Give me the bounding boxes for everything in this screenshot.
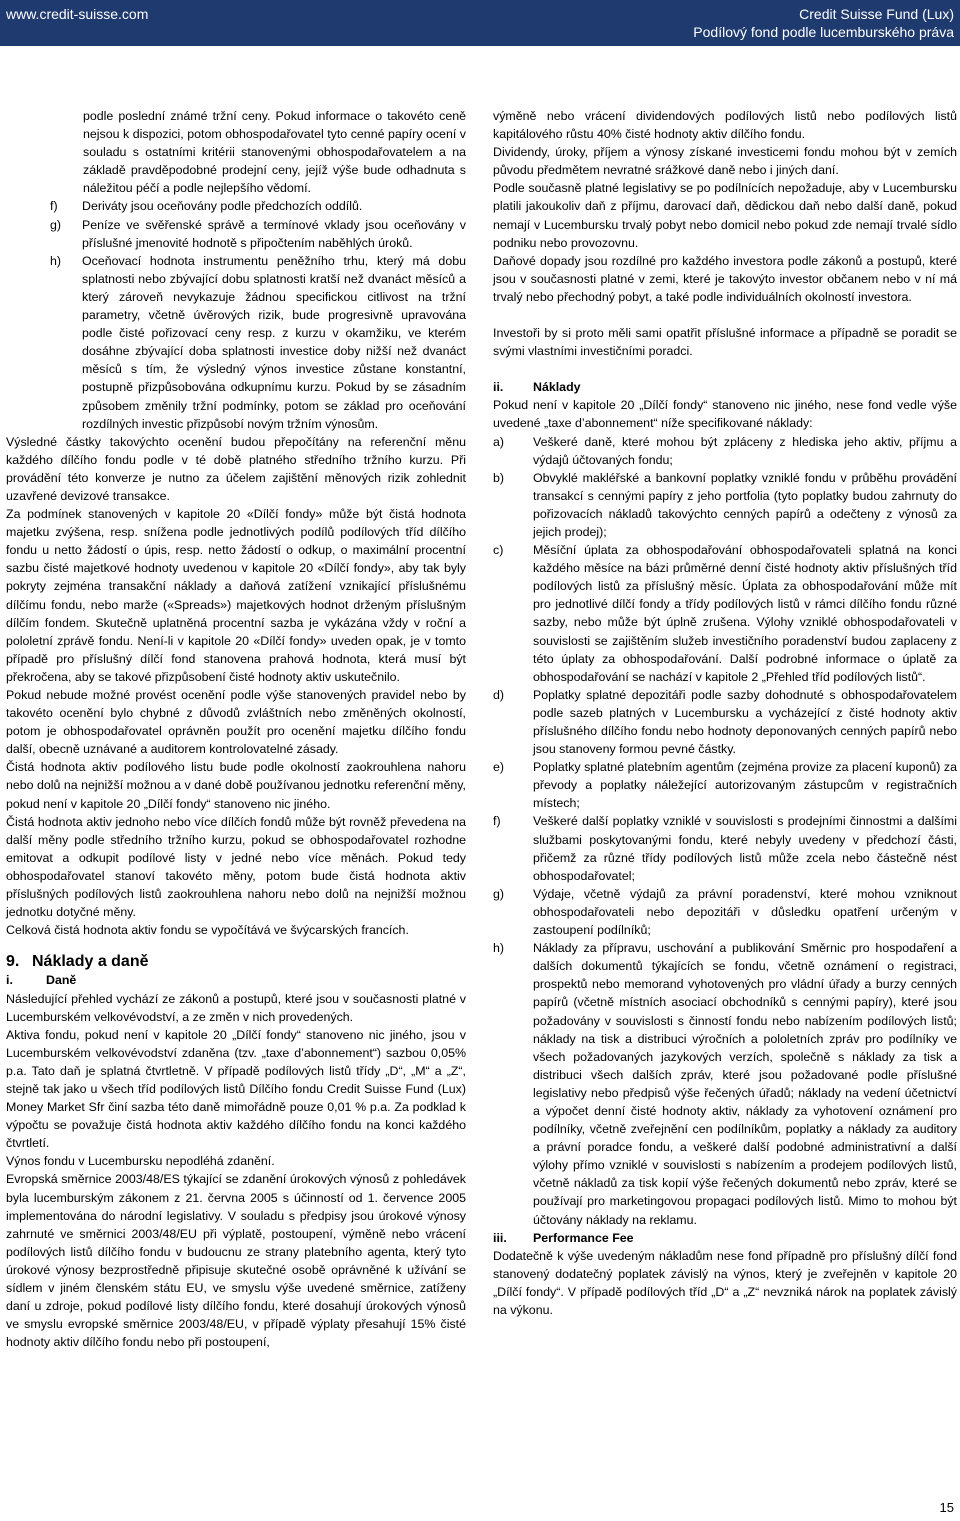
list-text: Výdaje, včetně výdajů za právní poradenství, které mohou vzniknout obhospodařovateli nebo depozitáři v důsledku opatření určeným v zastoupení podílníků; (533, 886, 957, 938)
site-url: www.credit-suisse.com (6, 6, 149, 22)
list-item (493, 758, 957, 812)
paragraph: Dodatečně k výše uvedeným nákladům nese fond případně pro příslušný dílčí fond stanovený dodatečný poplatek závislý na výnos, který je zveřejněn v kapitole 20 „Dílčí fondy“. V případě podílových tříd „D“ a „Z“ nevzniká nárok na poplatek závislý na výkonu. (493, 1248, 957, 1317)
paragraph: Dividendy, úroky, příjem a výnosy získané investicemi fondu mohou být v zemích původu předmětem nevratné srážkové daně nebo i jiných daní. (493, 145, 957, 178)
list-label: h) (50, 253, 62, 268)
list-label: d) (493, 687, 505, 702)
list-item (493, 433, 957, 469)
page-header (0, 0, 960, 46)
list-text: Veškeré daně, které mohou být zpláceny z hlediska jeho aktiv, příjmu a výdajů účtovaných fondu; (533, 434, 957, 467)
paragraph: Za podmínek stanovených v kapitole 20 «Dílčí fondy» může být čistá hodnota majetku zvýšena, resp. snížena podle jednotlivých podílů podílových tříd dílčího fondu u netto žádostí o úpis, resp. netto žádostí o odkup, o maximální procentní sazbu čisté majetkové hodnoty uvedenou v kapitole 20 «Dílčí fondy», aby tak byly pokryty zejména transakční náklady a daňová zatížení vznikající příslušnému dílčímu fondu, nebo marže («Spreads») majetkových hodnot drženým příslušným dílčím fondem. Skutečně uplatněná procentní sazba je vykázána vždy v roční a pololetní zprávě fondu. Není-li v kapitole 20 «Dílčí fondy» uveden opak, je v tomto případě pro příslušný dílčí fond stanovena prahová hodnota, která musí být překročena, aby se takové přizpůsobení čisté hodnoty aktiv uskutečnilo. (6, 507, 466, 684)
paragraph: podle poslední známé tržní ceny. Pokud informace o takovéto ceně nejsou k dispozici, potom obhospodařovatel tyto cenné papíry ocení v souladu s ostatními kritérii stanovenými obhospodařovatelem a na základě pravděpodobné prodejní ceny, jejíž výše bude odhadnuta s náležitou péčí a podle nejlepšího vědomí. (83, 109, 466, 196)
list-text: Měsíční úplata za obhospodařování obhospodařovateli splatná na konci každého měsíce na bázi průměrné denní čisté hodnoty aktiv příslušných tříd podílových listů za příslušný měsíc. Úplata za obhospodařování může mít pro jednotlivé dílčí fondy a třídy podílových listů v rámci dílčího fondu různé sazby, nebo může být úplně zrušena. Výlohy vzniklé obhospodařovateli v souvislosti se zajištěním služeb investičního poradenství budou zaplaceny z této úplaty za obhospodařování. Další podrobné informace o úplatě za obhospodařování se nachází v kapitole 2 „Přehled tříd podílových listů“. (533, 543, 957, 684)
paragraph: Čistá hodnota aktiv podílového listu bude podle okolností zaokrouhlena nahoru nebo dolů na nejnižší možnou a v dané době používanou jednotku referenční měny, pokud není v kapitole 20 „Dílčí fondy“ stanoveno nic jiného. (6, 760, 466, 811)
list-text: Veškeré další poplatky vzniklé v souvislosti s prodejními činnostmi a dalšími službami poskytovanými fondu, které nebyly uvedeny v předchozí části, přičemž za různé třídy podílových listů může zcela nebo částečně nést obhospodařovatel; (533, 814, 957, 883)
left-indented-block (6, 107, 466, 433)
paragraph: Následující přehled vychází ze zákonů a postupů, které jsou v současnosti platné v Lucemburském velkovévodství, a ze změn v nich provedených. (6, 991, 466, 1024)
subsection-number: ii. (493, 380, 504, 395)
section-title: Náklady a daně (32, 953, 149, 971)
subsection-heading-costs (493, 378, 957, 396)
paragraph: Pokud není v kapitole 20 „Dílčí fondy“ stanoveno nic jiného, nese fond vedle výše uvedené „taxe d’abonnement“ níže specifikované náklady: (493, 398, 957, 431)
paragraph: Podle současně platné legislativy se po podílnících nepožaduje, aby v Lucembursku platili jakoukoliv daň z příjmu, darovací daň, dědickou daň nebo další daně, pokud nemají v Lucembursku trvalý pobyt nebo domicil nebo pokud zde nemají trvalé sídlo podniku nebo provozovnu. (493, 181, 957, 250)
paragraph: výměně nebo vrácení dividendových podílových listů nebo podílových listů kapitálového růstu 40% čisté hodnoty aktiv dílčího fondu. (493, 109, 957, 142)
cost-list (493, 433, 957, 1229)
page-number: 15 (939, 1500, 954, 1515)
paragraph: Čistá hodnota aktiv jednoho nebo více dílčích fondů může být rovněž převedena na další měny podle středního tržního kurzu, pokud se obhospodařovatel rozhodne emitovat a odkupit podílové listy v jedné nebo více měnách. Pokud tedy obhospodařovatel stanoví takovéto měny, potom bude čistá hodnota aktiv příslušných podílových listů zaokrouhlena nahoru nebo dolů na nejnižší možnou jednotku dotyčné měny. (6, 814, 466, 920)
subsection-number: i. (6, 973, 13, 988)
list-label: g) (493, 886, 505, 901)
list-item-f (50, 197, 466, 215)
paragraph: Evropská směrnice 2003/48/ES týkající se zdanění úrokových výnosů z pohledávek byla lucemburským zákonem z 21. června 2005 s účinností od 1. července 2005 implementována do národní legislativy. V souladu s předpisy jsou úrokové výnosy zahrnuté ve směrnici 2003/48/EU při výplatě, postoupení, výměně nebo vrácení podílových listů dílčího fondu v budoucnu ze strany platebního agenta, který tyto úrokové výnosy bezprostředně připisuje skutečné osobě oprávněné k užívání se sídlem v jiném členském státu EU, ve smyslu výše uvedené směrnice, zatíženy daní u zdroje, pokud podílové listy dílčího fondu, které dosahují úrokových výnosů ve smyslu evropské směrnice 2003/48/EU, v případě výplaty přesahují 15% čisté hodnoty aktiv dílčího fondu nebo při postoupení, (6, 1172, 466, 1350)
paragraph: Celková čistá hodnota aktiv fondu se vypočítává ve švýcarských francích. (6, 923, 409, 938)
list-item (493, 939, 957, 1229)
section-number: 9. (6, 953, 20, 971)
paragraph: Výsledné částky takovýchto ocenění budou přepočítány na referenční měnu každého dílčího fondu podle v té době platného středního tržního kurzu. Při provádění této konverze je nutno za účelem zajištění měnových rizik zohlednit uzavřené devizové transakce. (6, 434, 466, 503)
list-label: a) (493, 434, 505, 449)
right-column (493, 107, 957, 1319)
list-label: e) (493, 760, 505, 775)
fund-subtitle: Podílový fond podle lucemburského práva (693, 24, 954, 40)
list-item (493, 885, 957, 939)
list-text: Poplatky splatné depozitáři podle sazby dohodnuté s obhospodařovatelem podle sazeb platných v Lucembursku a vycházející z čisté hodnoty aktiv příslušného dílčího fondu nebo hodnoty deponovaných cenných papírů nebo jsou stanoveny formou pevné částky. (533, 687, 957, 757)
section-heading-9 (6, 953, 466, 971)
left-column (6, 107, 466, 1351)
list-text: Poplatky splatné platebním agentům (zejména provize za placení kuponů) za převody a poplatky náležející autorizovaným zástupcům v registračních místech; (533, 760, 957, 811)
paragraph: Výnos fondu v Lucembursku nepodléhá zdanění. (6, 1154, 275, 1169)
paragraph: Aktiva fondu, pokud není v kapitole 20 „Dílčí fondy“ stanoveno nic jiného, jsou v Lucemburském velkovévodství zdaněna (tzv. „taxe d’abonnement“) sazbou 0,05% p.a. Tato daň je splatná čtvrtletně. V případě podílových listů třídy „D“, „M“ a „Z“, stejně tak jako u všech tříd podílových listů Dílčího fondu Credit Suisse Fund (Lux) Money Market Sfr činí sazba této daně mimořádně pouze 0,01 % p.a. Za podklad k výpočtu se považuje čistá hodnota aktiv každého dílčího fondu na konci každého čtvrtletí. (6, 1027, 466, 1151)
list-item (493, 541, 957, 686)
list-label: c) (493, 543, 504, 558)
list-text: Deriváty jsou oceňovány podle předchozích oddílů. (82, 199, 363, 214)
paragraph: Investoři by si proto měli sami opatřit příslušné informace a případně se poradit se svými vlastními investičními poradci. (493, 326, 957, 359)
list-text: Oceňovací hodnota instrumentu peněžního trhu, který má dobu splatnosti nebo zbývající dobu splatnosti kratší než dvanáct měsíců a který zároveň nevykazuje žádnou specifickou citlivost na tržní parametry, včetně úvěrových rizik, bude progresivně upravována podle čisté pořizovací ceny resp. z kurzu v okamžiku, ve kterém dosáhne zbývající doba splatnosti investice doby nižší než dvanáct měsíců s tím, že výsledný výnos investice zůstane konstantní, postupně přizpůsobována odkupnímu kurzu. Pokud by se zásadním způsobem změnily tržní podmínky, potom se základ pro oceňování rozdílných investic přizpůsobí novým tržním výnosům. (82, 253, 466, 431)
list-text: Náklady za přípravu, uschování a publikování Směrnic pro hospodaření a dalších dokumentů týkajících se fondu, včetně oznámení o registraci, prospektů nebo memorand vyhotovených pro vládní úřady a burzy cenných papírů (včetně místních asociací obchodníků s cennými papíry), které jsou požadovány v souvislosti s činností fondu nebo nabízením podílových listů; náklady na tisk a distribuci výročních a pololetních zpráv pro podílníky ve všech požadovaných jazykových verzích, společně s náklady za tisk a distribuci všech dalších zpráv, které jsou požadované podle příslušné legislativy nebo předpisů výše řečených úřadů; náklady na vedení účetnictví a výpočet denní čisté hodnoty aktiv, náklady za vyhotovení oznámení pro podílníky, včetně zveřejnění cen podílníkům, poplatky a náklady za auditory a právní poradce fondu, a veškeré další podobné administrativní a další výlohy přímo vzniklé v souvislosti s nabízením a prodejem podílových listů, včetně nákladů za tisk kopií výše řečených dokumentů nebo zpráv, které se používají pro marketingovou propagaci podílových listů. Mimo to mohou být účtovány náklady na reklamu. (533, 941, 957, 1227)
subsection-heading-taxes (6, 971, 466, 989)
subsection-title: Daně (46, 973, 77, 988)
list-item-g (50, 216, 466, 252)
list-label: f) (50, 199, 58, 214)
list-item (493, 812, 957, 884)
list-item (493, 686, 957, 758)
subsection-heading-performance-fee (493, 1229, 957, 1247)
paragraph: Daňové dopady jsou rozdílné pro každého investora podle zákonů a postupů, které jsou v současnosti platné v zemi, které je takovýto investor občanem nebo v ní má trvalý nebo přechodný pobyt, a také podle individuálních okolností investora. (493, 253, 957, 304)
list-item (493, 469, 957, 541)
header-fund-info (693, 5, 954, 41)
list-label: h) (493, 941, 505, 956)
subsection-title: Náklady (533, 380, 581, 395)
list-item-h (50, 252, 466, 433)
list-text: Peníze ve svěřenské správě a termínové vklady jsou oceňovány v příslušné jmenovité hodnotě s připočtením naběhlých úroků. (82, 217, 466, 250)
subsection-title: Performance Fee (533, 1230, 634, 1245)
list-label: f) (493, 814, 501, 829)
subsection-number: iii. (493, 1230, 507, 1245)
list-text: Obvyklé makléřské a bankovní poplatky vzniklé fondu v průběhu provádění transakcí s cennými papíry z jeho portfolia (tyto poplatky budou zahrnuty do pořizovacích nákladů takovýchto cenných papírů a odečteny z výnosů za jejich prodej); (533, 470, 957, 539)
fund-name: Credit Suisse Fund (Lux) (799, 6, 954, 22)
paragraph: Pokud nebude možné provést ocenění podle výše stanovených pravidel nebo by takovéto ocenění bylo chybné z důvodů zvláštních nebo změněných okolností, potom je obhospodařovatel oprávněn použít pro ocenění majetku dílčího fondu další, obecně uznávané a auditorem kontrolovatelné zásady. (6, 688, 466, 757)
list-label: b) (493, 470, 505, 485)
list-label: g) (50, 217, 62, 232)
